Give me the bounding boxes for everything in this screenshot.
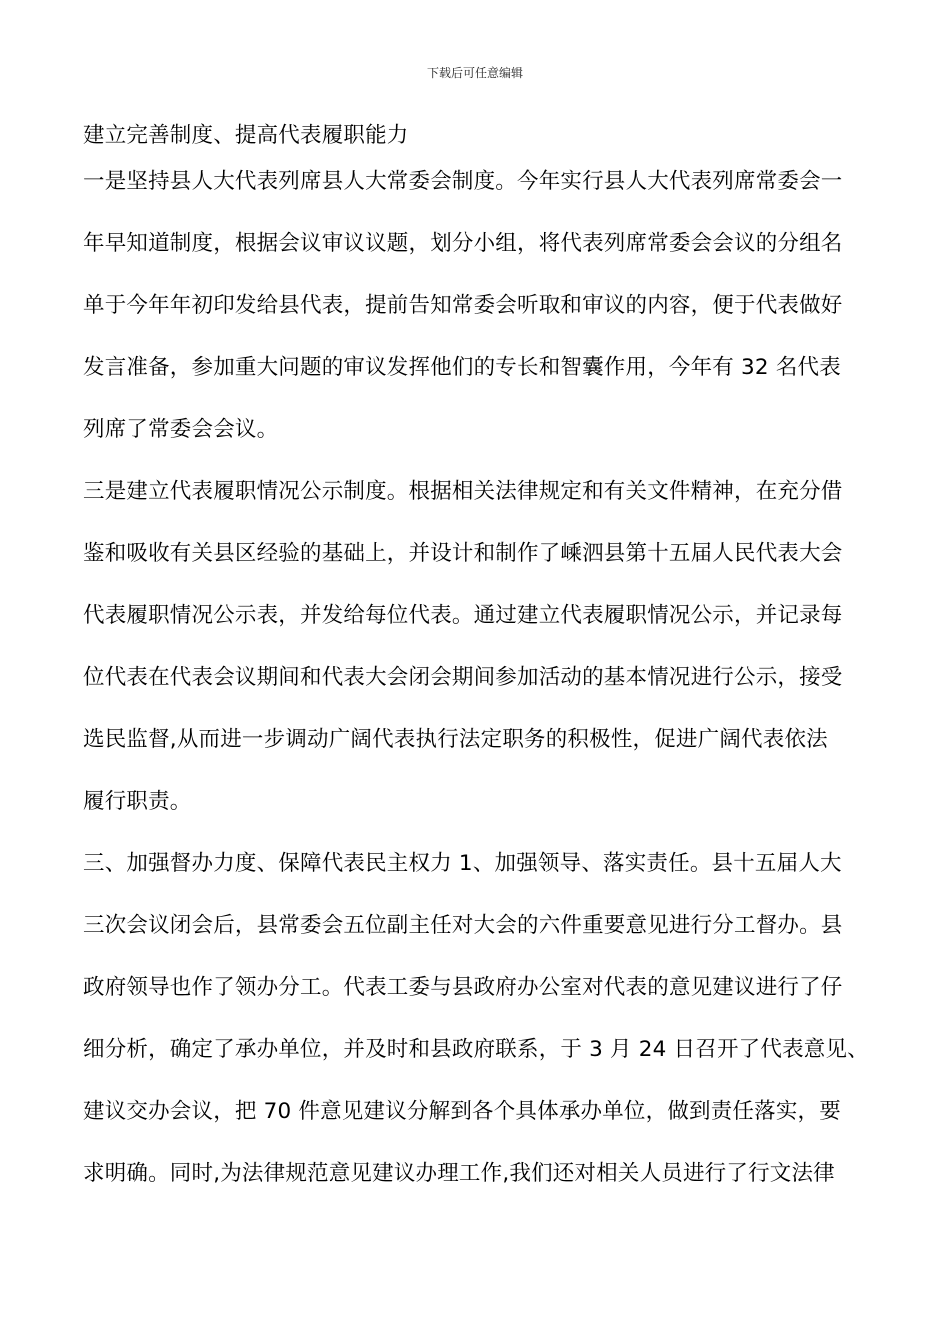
- text-line: 三次会议闭会后，县常委会五位副主任对大会的六件重要意见进行分工督办。县: [83, 913, 843, 938]
- text-line: 三是建立代表履职情况公示制度。根据相关法律规定和有关文件精神，在充分借: [83, 479, 843, 504]
- page-header: 下载后可任意编辑: [426, 66, 523, 80]
- text-line: 一是坚持县人大代表列席县人大常委会制度。今年实行县人大代表列席常委会一: [83, 169, 843, 194]
- text-line: 建议交办会议，把 70 件意见建议分解到各个具体承办单位，做到责任落实，要: [83, 1099, 841, 1124]
- section-title: 建立完善制度、提高代表履职能力: [83, 123, 409, 148]
- text-line: 位代表在代表会议期间和代表大会闭会期间参加活动的基本情况进行公示，接受: [83, 665, 843, 690]
- text-line: 年早知道制度，根据会议审议议题，划分小组，将代表列席常委会会议的分组名: [83, 231, 843, 256]
- document-body: [83, 114, 873, 1214]
- text-line: 政府领导也作了领办分工。代表工委与县政府办公室对代表的意见建议进行了仔: [83, 975, 843, 1000]
- text-line: 三、加强督办力度、保障代表民主权力 1、加强领导、落实责任。县十五届人大: [83, 851, 842, 876]
- text-line: 履行职责。: [83, 789, 192, 814]
- text-line: 发言准备，参加重大问题的审议发挥他们的专长和智囊作用，今年有 32 名代表: [83, 355, 841, 380]
- text-line: 选民监督,从而进一步调动广阔代表执行法定职务的积极性，促进广阔代表依法: [83, 727, 828, 752]
- text-line: 代表履职情况公示表，并发给每位代表。通过建立代表履职情况公示，并记录每: [83, 603, 843, 628]
- text-line: 细分析，确定了承办单位，并及时和县政府联系，于 3 月 24 日召开了代表意见、: [83, 1037, 869, 1062]
- text-line: 列席了常委会会议。: [83, 417, 279, 442]
- text-line: 求明确。同时,为法律规范意见建议办理工作,我们还对相关人员进行了行文法律: [83, 1161, 835, 1186]
- text-line: 单于今年年初印发给县代表，提前告知常委会听取和审议的内容，便于代表做好: [83, 293, 843, 318]
- text-line: 鉴和吸收有关县区经验的基础上，并设计和制作了嵊泗县第十五届人民代表大会: [83, 541, 843, 566]
